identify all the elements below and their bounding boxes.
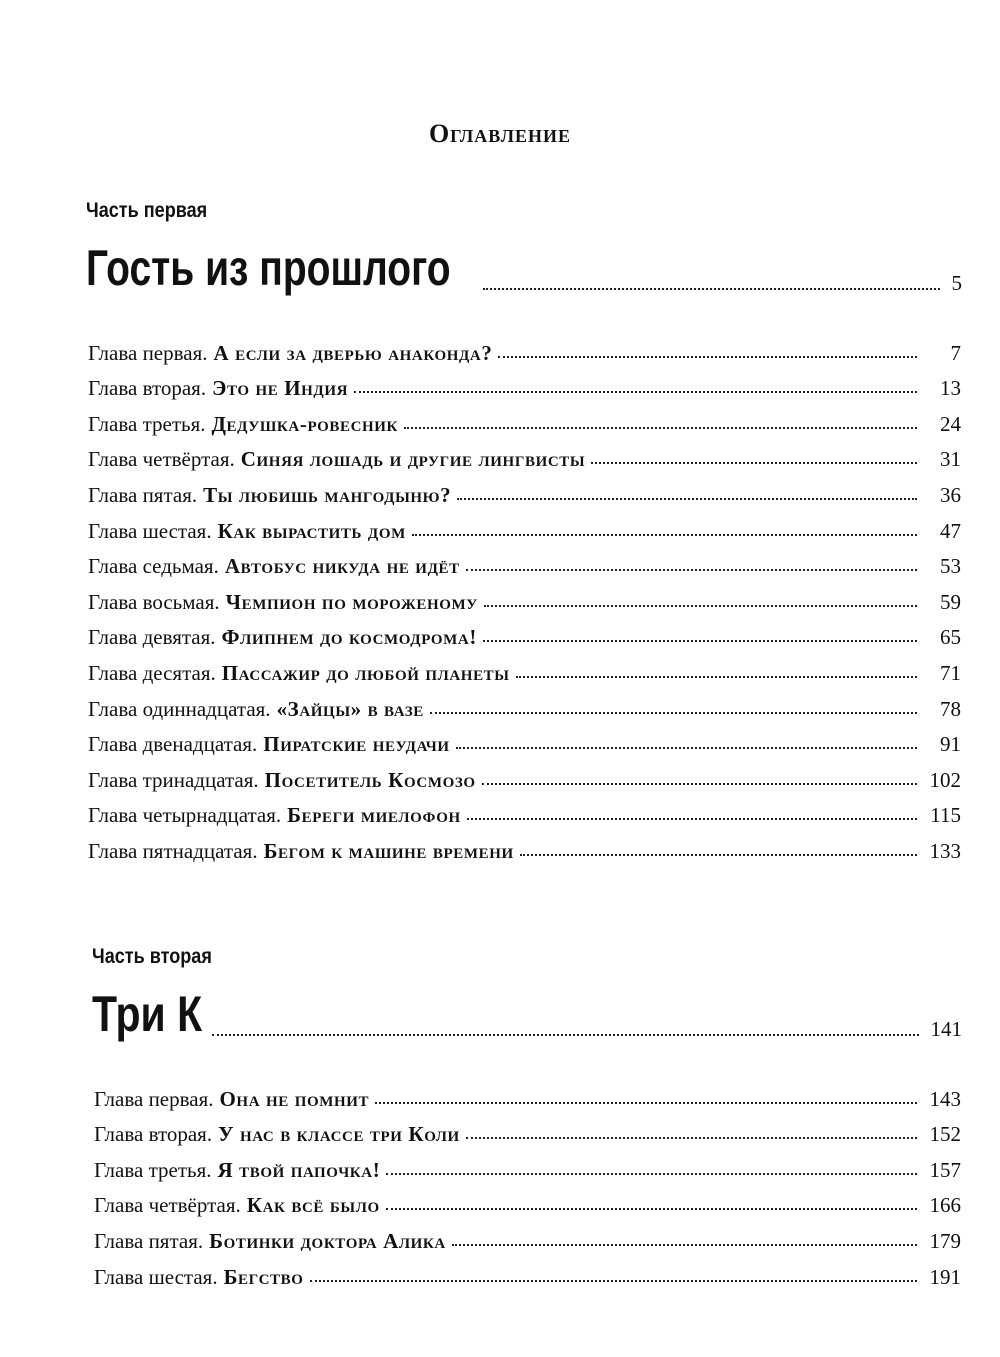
chapter-label: Глава вторая. bbox=[88, 376, 207, 401]
chapter-label: Глава третья. bbox=[94, 1157, 212, 1182]
toc-row bbox=[88, 544, 961, 580]
chapter-title: Она не помнит bbox=[219, 1086, 370, 1111]
leader-dots bbox=[466, 1137, 917, 1139]
chapter-title: Автобус никуда не идёт bbox=[224, 554, 460, 579]
toc-row bbox=[88, 793, 961, 829]
toc-row bbox=[88, 686, 961, 722]
part-2-label: Часть вторая bbox=[92, 945, 212, 968]
toc-row bbox=[88, 828, 961, 864]
chapter-page: 53 bbox=[940, 554, 961, 579]
chapter-label: Глава первая. bbox=[88, 340, 208, 365]
leader-dots bbox=[404, 427, 917, 429]
leader-dots bbox=[456, 747, 917, 749]
chapter-page: 36 bbox=[940, 482, 961, 507]
toc-row bbox=[88, 508, 961, 544]
chapter-page: 179 bbox=[929, 1228, 961, 1253]
chapter-title: Пассажир до любой планеты bbox=[221, 660, 510, 685]
leader-dots bbox=[467, 818, 917, 820]
chapter-title: Береги миелофон bbox=[287, 803, 461, 828]
chapter-page: 59 bbox=[940, 589, 961, 614]
chapter-title: Бегство bbox=[223, 1264, 304, 1289]
chapter-label: Глава пятая. bbox=[94, 1228, 204, 1253]
chapter-label: Глава одиннадцатая. bbox=[88, 696, 271, 721]
chapter-page: 91 bbox=[940, 732, 961, 757]
toc-row bbox=[94, 1076, 961, 1112]
chapter-label: Глава девятая. bbox=[88, 625, 216, 650]
leader-dots bbox=[484, 605, 917, 607]
chapter-page: 24 bbox=[940, 411, 961, 436]
chapter-label: Глава третья. bbox=[88, 411, 206, 436]
chapter-label: Глава двенадцатая. bbox=[88, 732, 258, 757]
chapter-title: Дедушка-ровесник bbox=[211, 411, 399, 436]
page-title: Оглавление bbox=[428, 119, 572, 148]
leader-dots bbox=[386, 1173, 917, 1175]
part-2-page: 141 bbox=[930, 1017, 962, 1041]
toc-row bbox=[94, 1183, 961, 1219]
part-1-label: Часть первая bbox=[86, 199, 208, 222]
chapter-page: 115 bbox=[930, 803, 961, 828]
toc-row bbox=[88, 615, 961, 651]
chapter-page: 31 bbox=[940, 447, 961, 472]
part-2-title-row bbox=[92, 982, 962, 1046]
chapter-title: Ты любишь мангодыню? bbox=[203, 482, 452, 507]
chapter-label: Глава шестая. bbox=[88, 518, 212, 543]
toc-row bbox=[88, 757, 961, 793]
chapter-title: А если за дверью анаконда? bbox=[213, 340, 493, 365]
toc-row bbox=[94, 1254, 961, 1290]
leader-dots bbox=[520, 854, 917, 856]
leader-dots bbox=[412, 534, 917, 536]
chapter-title: Синяя лошадь и другие лингвисты bbox=[240, 447, 586, 472]
toc-row bbox=[88, 472, 961, 508]
chapter-page: 166 bbox=[929, 1193, 961, 1218]
part-1-leader-dots bbox=[483, 288, 939, 290]
chapter-page: 157 bbox=[929, 1157, 961, 1182]
chapter-title: Как всё было bbox=[246, 1193, 380, 1218]
chapter-title: Чемпион по мороженому bbox=[225, 589, 478, 614]
chapter-title: Ботинки доктора Алика bbox=[209, 1228, 446, 1253]
part-1-chapter-list bbox=[88, 330, 961, 864]
chapter-title: Я твой папочка! bbox=[217, 1157, 381, 1182]
toc-row bbox=[88, 437, 961, 473]
leader-dots bbox=[375, 1102, 917, 1104]
chapter-page: 133 bbox=[929, 838, 961, 863]
chapter-label: Глава четвёртая. bbox=[94, 1193, 241, 1218]
chapter-title: Бегом к машине времени bbox=[263, 838, 514, 863]
chapter-title: Пиратские неудачи bbox=[263, 732, 450, 757]
chapter-label: Глава четырнадцатая. bbox=[88, 803, 282, 828]
chapter-page: 13 bbox=[940, 376, 961, 401]
leader-dots bbox=[591, 462, 917, 464]
chapter-title: У нас в классе три Коли bbox=[218, 1122, 460, 1147]
leader-dots bbox=[498, 356, 917, 358]
chapter-label: Глава пятнадцатая. bbox=[88, 838, 258, 863]
leader-dots bbox=[386, 1208, 917, 1210]
part-1-page: 5 bbox=[951, 271, 962, 295]
part-2-title: Три К bbox=[92, 986, 203, 1042]
leader-dots bbox=[516, 676, 917, 678]
chapter-page: 102 bbox=[929, 767, 961, 792]
chapter-title: Как вырастить дом bbox=[217, 518, 406, 543]
chapter-title: Посетитель Космозо bbox=[264, 767, 476, 792]
toc-row bbox=[94, 1147, 961, 1183]
chapter-label: Глава первая. bbox=[94, 1086, 214, 1111]
toc-row bbox=[88, 722, 961, 758]
chapter-label: Глава тринадцатая. bbox=[88, 767, 259, 792]
leader-dots bbox=[466, 569, 917, 571]
chapter-page: 152 bbox=[929, 1122, 961, 1147]
toc-row bbox=[88, 366, 961, 402]
part-2-chapter-list bbox=[94, 1076, 961, 1290]
leader-dots bbox=[452, 1244, 917, 1246]
chapter-title: «Зайцы» в вазе bbox=[276, 696, 424, 721]
chapter-label: Глава десятая. bbox=[88, 660, 216, 685]
leader-dots bbox=[430, 712, 917, 714]
chapter-page: 143 bbox=[929, 1086, 961, 1111]
toc-row bbox=[94, 1218, 961, 1254]
chapter-label: Глава четвёртая. bbox=[88, 447, 235, 472]
toc-row bbox=[88, 650, 961, 686]
chapter-label: Глава пятая. bbox=[88, 482, 198, 507]
chapter-page: 71 bbox=[940, 660, 961, 685]
chapter-label: Глава восьмая. bbox=[88, 589, 220, 614]
part-1-title-row bbox=[86, 236, 962, 300]
part-1-title: Гость из прошлого bbox=[86, 240, 451, 296]
chapter-title: Это не Индия bbox=[212, 376, 349, 401]
leader-dots bbox=[354, 391, 917, 393]
chapter-page: 78 bbox=[940, 696, 961, 721]
chapter-title: Флипнем до космодрома! bbox=[221, 625, 477, 650]
chapter-page: 47 bbox=[940, 518, 961, 543]
toc-row bbox=[94, 1112, 961, 1148]
chapter-page: 65 bbox=[940, 625, 961, 650]
chapter-label: Глава шестая. bbox=[94, 1264, 218, 1289]
chapter-page: 191 bbox=[929, 1264, 961, 1289]
leader-dots bbox=[482, 783, 917, 785]
leader-dots bbox=[457, 498, 917, 500]
toc-row bbox=[88, 579, 961, 615]
leader-dots bbox=[310, 1280, 917, 1282]
toc-row bbox=[88, 330, 961, 366]
chapter-page: 7 bbox=[950, 340, 961, 365]
part-2-leader-dots bbox=[212, 1034, 918, 1036]
toc-row bbox=[88, 401, 961, 437]
chapter-label: Глава вторая. bbox=[94, 1122, 213, 1147]
leader-dots bbox=[483, 640, 917, 642]
chapter-label: Глава седьмая. bbox=[88, 554, 219, 579]
